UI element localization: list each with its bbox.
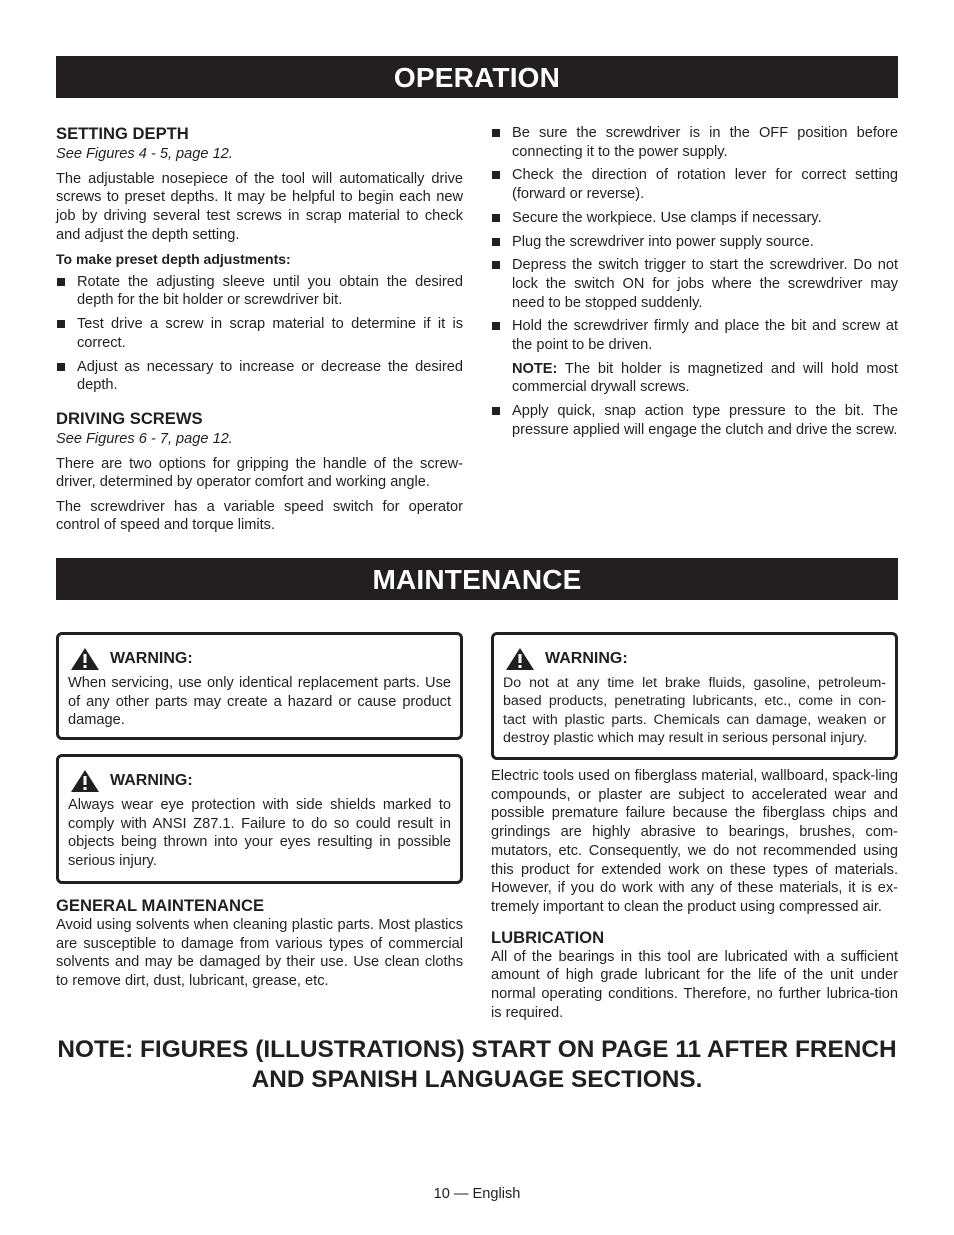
warning-text: Do not at any time let brake fluids, gasoline, petroleum-based products, penetrating lubricants, etc., come in con-tact with plastic parts. Chemicals can damage, weaken or destroy plastic which may result in serious personal injury. (503, 675, 886, 747)
list-item: Hold the screwdriver firmly and place the bit and screw at the point to be driven. (491, 317, 898, 354)
lubrication-body: All of the bearings in this tool are lubricated with a sufficient amount of high grade lubricant for the life of the unit under normal operating conditions. Therefore, no further lubrica-tion is required. (491, 948, 898, 1021)
list-item: Rotate the adjusting sleeve until you obtain the desired depth for the bit holder or screwdriver bit. (56, 273, 463, 310)
page-footer: 10 — English (433, 1186, 521, 1202)
setting-depth-heading: SETTING DEPTH (56, 124, 189, 143)
fiberglass-warning-text: Electric tools used on fiberglass material, wallboard, spack-ling compounds, or plaster are subject to accelerated wear and possible premature failure because the fiberglass chips and grindings are highly abrasive to bearings, brushes, com-mutators, etc. Consequently, we do not recommended using this product for extended work on these types of materials. However, if you do work with any of these materials, it is ex-tremely important to clean the product using compressed air. (491, 768, 898, 915)
general-maintenance-heading: GENERAL MAINTENANCE (56, 896, 265, 915)
operation-left-column (56, 124, 463, 540)
list-item: Adjust as necessary to increase or decrease the desired depth. (56, 358, 463, 395)
square-bullet-icon (492, 261, 500, 269)
figures-note: NOTE: FIGURES (ILLUSTRATIONS) START ON PAGE 11 AFTER FRENCH AND SPANISH LANGUAGE SECTIONS. (57, 1036, 897, 1093)
square-bullet-icon (492, 171, 500, 179)
warning-box-eye-protection (56, 754, 463, 884)
square-bullet-icon (492, 129, 500, 137)
preset-depth-lead: To make preset depth adjustments: (56, 251, 291, 268)
driving-screws-reference: See Figures 6 - 7, page 12. (56, 430, 233, 447)
warning-label: WARNING: (545, 649, 628, 667)
preset-depth-list (56, 273, 463, 395)
warning-label: WARNING: (110, 771, 193, 789)
driving-screws-para2: The screwdriver has a variable speed switch for operator control of speed and torque limits. (56, 498, 463, 534)
setting-depth-body: The adjustable nosepiece of the tool will automatically drive screws to preset depths. It may be helpful to begin each new job by driving several test screws in scrap material to check and adjust the depth setting. (56, 170, 463, 243)
operation-steps-list (491, 124, 898, 355)
warning-text: When servicing, use only identical replacement parts. Use of any other parts may create a hazard or cause product damage. (68, 675, 451, 729)
driving-screws-para1: There are two options for gripping the handle of the screw-driver, determined by operator comfort and working angle. (56, 455, 463, 491)
operation-final-list (491, 402, 898, 439)
warning-triangle-icon (70, 769, 100, 793)
maintenance-right-column (491, 767, 898, 1028)
square-bullet-icon (492, 238, 500, 246)
square-bullet-icon (492, 407, 500, 415)
list-item: Apply quick, snap action type pressure to the bit. The pressure applied will engage the clutch and drive the screw. (491, 402, 898, 439)
square-bullet-icon (492, 214, 500, 222)
lubrication-heading: LUBRICATION (491, 927, 605, 947)
warning-box-replacement-parts (56, 632, 463, 740)
general-maintenance-section (56, 896, 463, 996)
list-item: Depress the switch trigger to start the screwdriver. Do not lock the switch ON for jobs where the screwdriver may need to be stopped suddenly. (491, 256, 898, 312)
square-bullet-icon (492, 322, 500, 330)
maintenance-banner: MAINTENANCE (56, 558, 898, 600)
square-bullet-icon (57, 278, 65, 286)
magnet-note: NOTE: The bit holder is magnetized and will hold most commercial drywall screws. (512, 360, 898, 396)
operation-banner: OPERATION (56, 56, 898, 98)
list-item: Be sure the screwdriver is in the OFF position before connecting it to the power supply. (491, 124, 898, 161)
warning-label: WARNING: (110, 649, 193, 667)
list-item: Plug the screwdriver into power supply source. (491, 233, 898, 252)
warning-text: Always wear eye protection with side shields marked to comply with ANSI Z87.1. Failure to do so could result in objects being thrown into your eyes resulting in possible serious injury. (68, 797, 451, 870)
general-maintenance-body: Avoid using solvents when cleaning plastic parts. Most plastics are susceptible to damage from various types of commercial solvents and may be damaged by their use. Use clean cloths to remove dirt, dust, lubricant, grease, etc. (56, 917, 463, 990)
setting-depth-reference: See Figures 4 - 5, page 12. (56, 146, 233, 162)
square-bullet-icon (57, 320, 65, 328)
operation-right-column (491, 124, 898, 445)
driving-screws-heading: DRIVING SCREWS (56, 408, 203, 428)
square-bullet-icon (57, 363, 65, 371)
warning-box-plastic-chemicals (491, 632, 898, 760)
list-item: Check the direction of rotation lever for correct setting (forward or reverse). (491, 166, 898, 203)
list-item: Test drive a screw in scrap material to determine if it is correct. (56, 315, 463, 352)
warning-triangle-icon (70, 647, 100, 671)
list-item: Secure the workpiece. Use clamps if necessary. (491, 209, 898, 228)
warning-triangle-icon (505, 647, 535, 671)
